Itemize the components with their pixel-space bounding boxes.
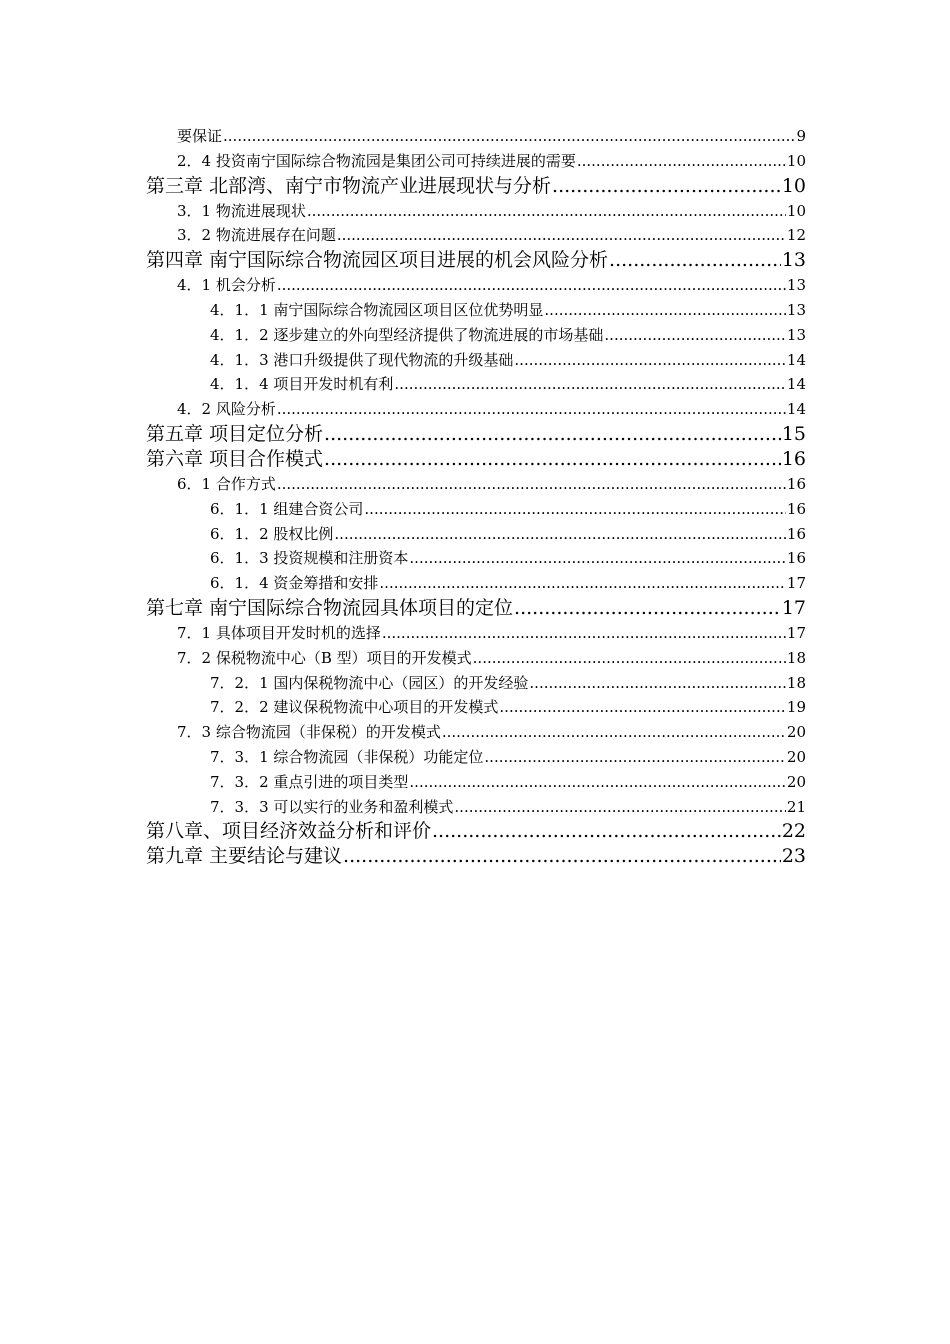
toc-entry-page: 17 [781,596,806,619]
dot-leader [364,497,786,522]
dot-leader [324,447,781,472]
toc-entry-title: 4．2 风险分析 [177,400,276,419]
table-of-contents [146,124,806,869]
toc-entry-title: 4．1．3 港口升级提供了现代物流的升级基础 [210,350,514,369]
toc-entry-page: 20 [786,772,806,791]
dot-leader [604,323,786,348]
dot-leader [454,795,786,820]
toc-entry-title: 6．1．2 股权比例 [210,524,334,543]
toc-entry[interactable] [146,621,806,646]
toc-subentry[interactable] [146,522,806,547]
toc-subentry[interactable] [146,298,806,323]
toc-entry-page: 16 [786,549,806,568]
dot-leader [432,819,781,844]
toc-subentry[interactable] [146,372,806,397]
toc-entry-title: 第六章 项目合作模式 [146,447,324,470]
toc-entry-page: 20 [786,747,806,766]
toc-entry-title: 4．1 机会分析 [177,276,276,295]
toc-entry-title: 7．2 保税物流中心（B 型）项目的开发模式 [177,648,472,667]
toc-entry-page: 13 [786,300,806,319]
dot-leader [484,745,786,770]
toc-subentry[interactable] [146,745,806,770]
dot-leader [609,248,781,273]
dot-leader [514,348,786,373]
toc-entry-page: 16 [781,447,806,470]
dot-leader [343,844,781,869]
toc-chapter-entry[interactable] [146,844,806,869]
toc-entry-page: 18 [786,673,806,692]
toc-subentry[interactable] [146,323,806,348]
dot-leader [577,149,786,174]
dot-leader [544,298,786,323]
toc-subentry[interactable] [146,770,806,795]
toc-entry-title: 第四章 南宁国际综合物流园区项目进展的机会风险分析 [146,249,609,272]
toc-entry-title: 第八章、项目经济效益分析和评价 [146,820,432,843]
toc-entry[interactable] [146,273,806,298]
toc-entry-title: 6．1．4 资金筹措和安排 [210,574,379,593]
toc-entry-page: 14 [786,375,806,394]
toc-entry-page: 10 [781,174,806,197]
toc-entry[interactable] [146,472,806,497]
toc-entry[interactable] [146,124,806,149]
toc-entry-page: 15 [781,422,806,445]
toc-entry-title: 6．1．3 投资规模和注册资本 [210,549,409,568]
toc-subentry[interactable] [146,795,806,820]
toc-entry-title: 要保证 [177,127,223,145]
toc-entry-page: 9 [796,127,806,145]
dot-leader [442,720,786,745]
toc-entry-title: 6．1．1 组建合资公司 [210,499,364,518]
dot-leader [379,571,786,596]
toc-subentry[interactable] [146,497,806,522]
toc-subentry[interactable] [146,546,806,571]
toc-entry-page: 18 [786,648,806,667]
toc-entry-title: 7．2．2 建议保税物流中心项目的开发模式 [210,698,499,717]
toc-subentry[interactable] [146,671,806,696]
toc-entry[interactable] [146,199,806,224]
toc-entry-page: 17 [786,623,806,642]
toc-entry-title: 3．1 物流进展现状 [177,201,306,220]
toc-entry-page: 13 [786,276,806,295]
toc-entry-title: 第七章 南宁国际综合物流园具体项目的定位 [146,596,514,619]
dot-leader [334,522,786,547]
toc-entry-page: 21 [786,797,806,816]
toc-chapter-entry[interactable] [146,819,806,844]
toc-entry[interactable] [146,397,806,422]
dot-leader [409,770,786,795]
toc-entry-page: 13 [786,325,806,344]
dot-leader [514,596,781,621]
dot-leader [394,372,786,397]
dot-leader [473,646,786,671]
toc-entry-title: 7．3．2 重点引进的项目类型 [210,772,409,791]
dot-leader [223,124,795,149]
toc-entry-page: 16 [786,524,806,543]
toc-entry-page: 22 [781,820,806,843]
toc-entry-page: 14 [786,400,806,419]
toc-entry-title: 第三章 北部湾、南宁市物流产业进展现状与分析 [146,174,552,197]
dot-leader [324,422,781,447]
dot-leader [499,695,786,720]
toc-entry-title: 7．2．1 国内保税物流中心（园区）的开发经验 [210,673,529,692]
dot-leader [307,199,786,224]
toc-entry[interactable] [146,223,806,248]
toc-entry-title: 7．1 具体项目开发时机的选择 [177,623,381,642]
toc-subentry[interactable] [146,695,806,720]
dot-leader [277,273,786,298]
toc-entry-title: 7．3．1 综合物流园（非保税）功能定位 [210,747,484,766]
toc-entry-title: 6．1 合作方式 [177,474,276,493]
dot-leader [382,621,786,646]
toc-chapter-entry[interactable] [146,174,806,199]
toc-entry-page: 13 [781,249,806,272]
toc-entry-page: 10 [786,151,806,170]
toc-entry-page: 16 [786,499,806,518]
toc-chapter-entry[interactable] [146,447,806,472]
toc-entry-page: 20 [786,723,806,742]
toc-entry-title: 7．3 综合物流园（非保税）的开发模式 [177,723,441,742]
toc-entry[interactable] [146,646,806,671]
toc-entry-page: 23 [781,845,806,868]
toc-entry-title: 3．2 物流进展存在问题 [177,226,336,245]
toc-entry-title: 4．1．2 逐步建立的外向型经济提供了物流进展的市场基础 [210,325,604,344]
dot-leader [552,174,781,199]
dot-leader [277,472,786,497]
toc-chapter-entry[interactable] [146,422,806,447]
toc-entry-title: 4．1．1 南宁国际综合物流园区项目区位优势明显 [210,300,544,319]
dot-leader [529,671,786,696]
toc-subentry[interactable] [146,571,806,596]
toc-entry[interactable] [146,149,806,174]
toc-entry-page: 19 [786,698,806,717]
toc-chapter-entry[interactable] [146,596,806,621]
toc-entry-page: 10 [786,201,806,220]
toc-subentry[interactable] [146,348,806,373]
dot-leader [277,397,786,422]
toc-entry-page: 16 [786,474,806,493]
toc-entry-title: 第九章 主要结论与建议 [146,845,343,868]
toc-entry[interactable] [146,720,806,745]
toc-entry-title: 第五章 项目定位分析 [146,422,324,445]
dot-leader [409,546,786,571]
toc-entry-page: 12 [786,226,806,245]
toc-entry-title: 2．4 投资南宁国际综合物流园是集团公司可持续进展的需要 [177,151,576,170]
dot-leader [337,223,786,248]
toc-entry-page: 17 [786,574,806,593]
toc-entry-title: 4．1．4 项目开发时机有利 [210,375,394,394]
toc-entry-page: 14 [786,350,806,369]
toc-chapter-entry[interactable] [146,248,806,273]
toc-entry-title: 7．3．3 可以实行的业务和盈利模式 [210,797,454,816]
